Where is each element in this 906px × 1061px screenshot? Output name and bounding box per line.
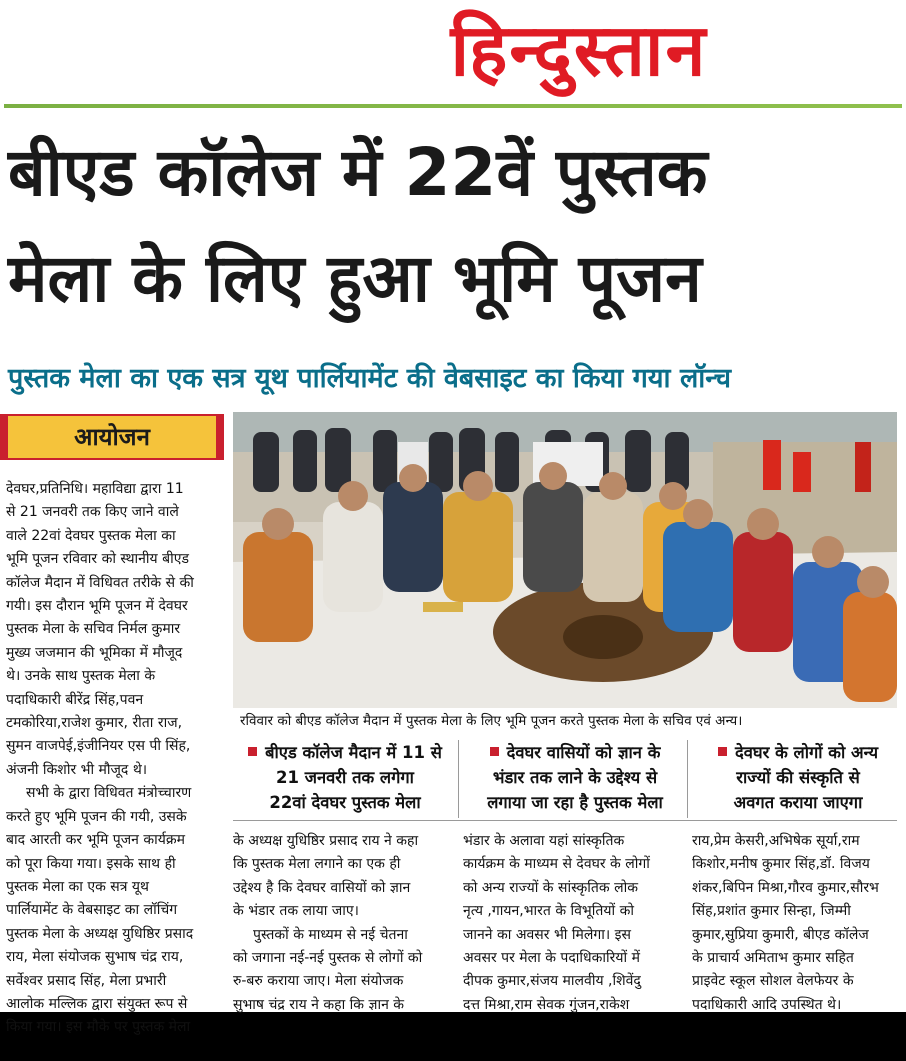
highlight-divider (458, 740, 459, 818)
masthead-divider (4, 104, 902, 108)
article-column-2 (233, 830, 441, 1017)
bullet-square-icon (490, 747, 499, 756)
article-line: दत्त मिश्रा,राम सेवक गुंजन,राकेश (463, 996, 630, 1013)
article-line: सर्वेश्वर प्रसाद सिंह, मेला प्रभारी (6, 972, 167, 989)
event-photo (233, 412, 897, 708)
article-line: टमकोरिया,राजेश कुमार, रीता राज, (6, 715, 183, 732)
highlight-1-line-3: 22वां देवघर पुस्तक मेला (269, 793, 421, 812)
highlight-3-text-1: देवघर के लोगों को अन्य (734, 743, 879, 762)
article-line: अवसर पर मेला के पदाधिकारियों में (463, 950, 640, 967)
article-line: देवघर,प्रतिनिधि। महाविद्या द्वारा 11 (6, 481, 184, 497)
bullet-square-icon (248, 747, 257, 756)
article-line: भंडार के अलावा यहां सांस्कृतिक (463, 833, 625, 849)
article-line: के भंडार तक लाया जाए। (233, 903, 359, 920)
article-column-1 (6, 478, 215, 1040)
highlight-3-line-1 (698, 740, 898, 765)
article-line: उद्देश्य है कि देवघर वासियों को ज्ञान (233, 879, 411, 896)
article-line: वाले 22वां देवघर पुस्तक मेला का (6, 527, 176, 544)
article-line: को पूरा किया गया। इसके साथ ही (6, 855, 176, 872)
article-line: सुमन वाजपेई,इंजीनियर एस पी सिंह, (6, 738, 191, 755)
article-line: सिंह,प्रशांत कुमार सिन्हा, जिम्मी (692, 903, 851, 920)
article-line: थे। उनके साथ पुस्तक मेला के (6, 668, 156, 685)
article-line: पार्लियामेंट के वेबसाइट का लॉचिंग (6, 902, 178, 919)
highlight-1-text-1: बीएड कॉलेज मैदान में 11 से (265, 743, 442, 762)
highlight-2-line-3: लगाया जा रहा है पुस्तक मेला (487, 793, 663, 812)
photo-caption: रविवार को बीएड कॉलेज मैदान में पुस्तक मेला के लिए भूमि पूजन करते पुस्तक मेला के सचिव एवं अन्य। (240, 713, 743, 729)
article-line: बाद आरती कर भूमि पूजन कार्यक्रम (6, 832, 185, 849)
article-line: दीपक कुमार,संजय मालवीय ,शिवेंदु (463, 973, 641, 990)
article-line: राय, मेला संयोजक सुभाष चंद्र राय, (6, 949, 184, 966)
article-line: से 21 जनवरी तक किए जाने वाले (6, 504, 179, 521)
article-line: सभी के द्वारा विधिवत मंत्रोच्चारण (26, 785, 192, 802)
highlight-1 (240, 740, 450, 815)
newspaper-logo: हिन्दुस्तान (450, 7, 708, 92)
article-line: प्राइवेट स्कूल सोशल वेलफेयर के (692, 973, 854, 990)
subheadline: पुस्तक मेला का एक सत्र यूथ पार्लियामेंट की वेबसाइट का किया गया लॉन्च (8, 363, 731, 394)
article-line: पुस्तक मेला के सचिव निर्मल कुमार (6, 621, 181, 638)
highlight-2-text-1: देवघर वासियों को ज्ञान के (506, 743, 661, 762)
article-line: पदाधिकारी आदि उपस्थित थे। (692, 996, 842, 1013)
article-line: के अध्यक्ष युधिष्ठिर प्रसाद राय ने कहा (233, 833, 419, 849)
highlight-3 (698, 740, 898, 815)
bhoomi-pujan-photo (233, 412, 897, 708)
article-line: रु-बरु कराया जाए। मेला संयोजक (233, 973, 404, 990)
article-line: कार्यक्रम के माध्यम से देवघर के लोगों (463, 856, 650, 873)
bullet-square-icon (718, 747, 727, 756)
article-line: अंजनी किशोर भी मौजूद थे। (6, 761, 148, 778)
article-line: जानने का अवसर भी मिलेगा। इस (463, 926, 631, 943)
highlight-3-line-2: राज्यों की संस्कृति से (736, 768, 860, 787)
masthead (0, 0, 906, 104)
headline-line-2: मेला के लिए हुआ भूमि पूजन (8, 240, 702, 317)
highlight-divider (687, 740, 688, 818)
article-line: मुख्य जजमान की भूमिका में मौजूद (6, 644, 183, 661)
highlight-2-line-1 (470, 740, 680, 765)
article-line: किशोर,मनीष कुमार सिंह,डॉ. विजय (692, 856, 870, 873)
article-line: पदाधिकारी बीरेंद्र सिंह,पवन (6, 691, 144, 708)
highlight-2-line-2: भंडार तक लाने के उद्देश्य से (492, 768, 658, 787)
article-column-4 (692, 830, 898, 1017)
article-line: भूमि पूजन रविवार को स्थानीय बीएड (6, 551, 189, 568)
article-line: सुभाष चंद्र राय ने कहा कि ज्ञान के (233, 996, 405, 1013)
highlight-3-line-3: अवगत कराया जाएगा (733, 793, 863, 812)
article-line: पुस्तक मेला के अध्यक्ष युधिष्ठिर प्रसाद (6, 925, 194, 942)
article-line: नृत्य ,गायन,भारत के विभूतियों को (463, 903, 634, 920)
article-line: करते हुए भूमि पूजन की गयी, उसके (6, 808, 187, 825)
article-line: कि पुस्तक मेला लगाने का एक ही (233, 856, 401, 873)
headline-line-1: बीएड कॉलेज में 22वें पुस्तक (8, 134, 708, 211)
highlight-2 (470, 740, 680, 815)
article-line: कॉलेज मैदान में विधिवत तरीके से की (6, 574, 194, 591)
article-column-3 (463, 830, 671, 1017)
article-line: के प्राचार्य अमिताभ कुमार सहित (692, 950, 854, 967)
article-line: राय,प्रेम केसरी,अभिषेक सूर्या,राम (692, 833, 860, 849)
highlights-bottom-rule (233, 820, 897, 821)
highlight-1-line-1 (240, 740, 450, 765)
article-line: आलोक मल्लिक द्वारा संयुक्त रूप से (6, 995, 188, 1012)
article-line: गयी। इस दौरान भूमि पूजन में देवघर (6, 598, 188, 615)
section-tag: आयोजन (6, 414, 218, 460)
article-line: पुस्तकों के माध्यम से नई चेतना (253, 926, 408, 943)
article-line: को अन्य राज्यों के सांस्कृतिक लोक (463, 879, 638, 896)
article-line: को जगाना नई-नई पुस्तक से लोगों को (233, 950, 423, 967)
article-line: किया गया। इस मौके पर पुस्तक मेला (6, 1019, 191, 1036)
article-line: पुस्तक मेला का एक सत्र यूथ (6, 878, 150, 895)
article-line: कुमार,सुप्रिया कुमारी, बीएड कॉलेज (692, 926, 869, 943)
highlight-1-line-2: 21 जनवरी तक लगेगा (276, 768, 414, 787)
article-line: शंकर,बिपिन मिश्रा,गौरव कुमार,सौरभ (692, 879, 879, 896)
